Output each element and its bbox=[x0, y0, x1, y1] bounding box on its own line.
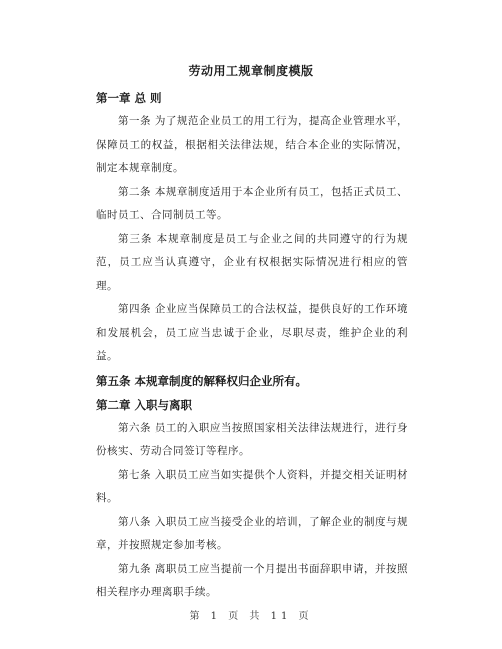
article-1: 第一条 为了规范企业员工的用工行为，提高企业管理水平，保障员工的权益，根据相关法律法规，结合本企业的实际情况，制定本规章制度。 bbox=[96, 115, 408, 174]
article-4: 第四条 企业应当保障员工的合法权益，提供良好的工作环境和发展机会，员工应当忠诚于企业，尽职尽责，维护企业的利益。 bbox=[96, 303, 408, 362]
article-9: 第九条 离职员工应当提前一个月提出书面辞职申请，并按照相关程序办理离职手续。 bbox=[96, 562, 408, 598]
document-title: 劳动用工规章制度模版 bbox=[188, 64, 314, 78]
article-3: 第三条 本规章制度是员工与企业之间的共同遵守的行为规范，员工应当认真遵守，企业有权根据实际情况进行相应的管理。 bbox=[96, 232, 408, 292]
article-2: 第二条 本规章制度适用于本企业所有员工，包括正式员工、临时员工、合同制员工等。 bbox=[96, 185, 408, 221]
page-number: 第 1 页 共 11 页 bbox=[189, 611, 313, 622]
article-5: 第五条 本规章制度的解释权归企业所有。 bbox=[96, 373, 308, 388]
chapter-2-heading: 第二章 入职与离职 bbox=[96, 397, 193, 412]
document-body bbox=[96, 86, 408, 605]
article-7: 第七条 入职员工应当如实提供个人资料，并提交相关证明材料。 bbox=[96, 468, 408, 504]
article-8: 第八条 入职员工应当接受企业的培训，了解企业的制度与规章，并按照规定参加考核。 bbox=[96, 515, 408, 551]
chapter-1-heading: 第一章 总 则 bbox=[96, 91, 162, 105]
article-6: 第六条 员工的入职应当按照国家相关法律法规进行，进行身份核实、劳动合同签订等程序。 bbox=[96, 421, 408, 457]
